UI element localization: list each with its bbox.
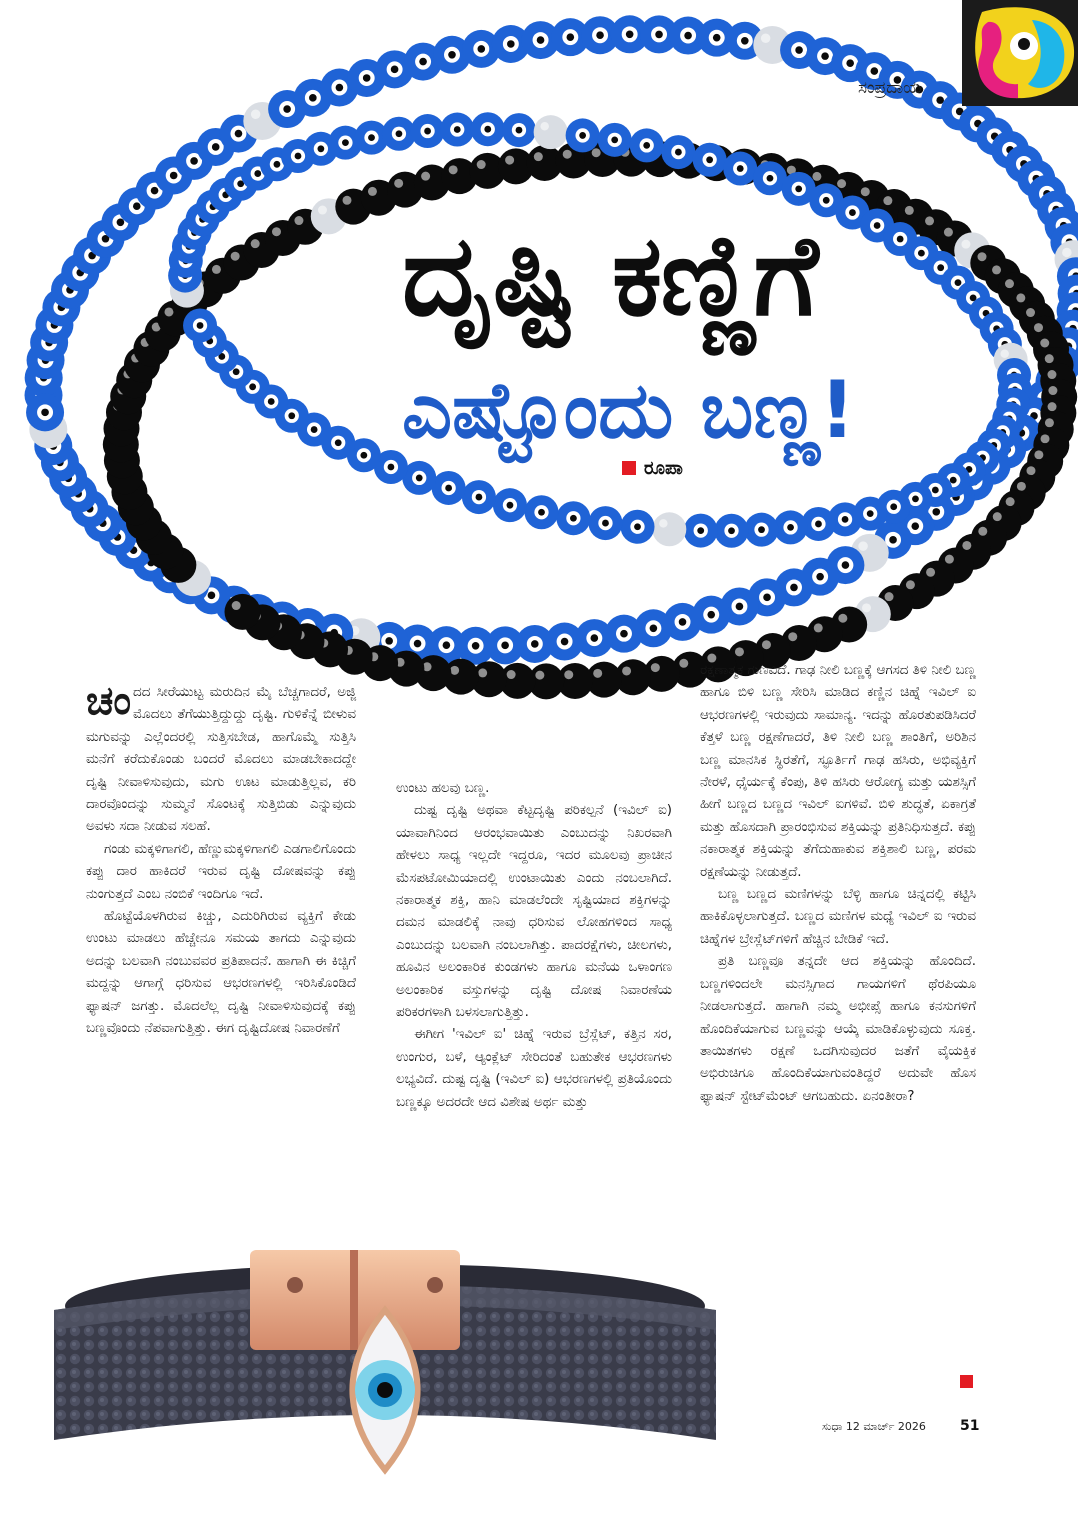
bead-highlight: [735, 647, 744, 656]
bead-pupil: [821, 52, 829, 60]
article-column-2: [396, 778, 672, 1114]
bead-pupil: [537, 36, 545, 44]
bead-highlight: [814, 623, 823, 632]
bead-pupil: [626, 31, 634, 39]
bead-highlight: [1040, 339, 1049, 348]
bead-highlight: [622, 666, 631, 675]
bead-pupil: [295, 153, 302, 160]
bead-highlight: [232, 601, 241, 610]
bead-pupil: [476, 494, 483, 501]
bead-highlight: [535, 671, 544, 680]
bead-pupil: [937, 264, 944, 271]
bead-pupil: [842, 561, 850, 569]
bead-highlight: [926, 568, 935, 577]
bead-pupil: [274, 161, 281, 168]
end-mark-icon: [960, 1375, 973, 1388]
bead-pupil: [41, 409, 49, 417]
bead-pupil: [675, 149, 682, 156]
bead-highlight: [858, 541, 868, 551]
bead-pupil: [758, 526, 765, 533]
bead-highlight: [563, 150, 572, 159]
paragraph: ಚಂದದ ಸೀರೆಯುಟ್ಟ ಮರುದಿನ ಮೈ ಬೆಚ್ಚಗಾದರೆ, ಅಜ್ಜಿ ಮೊದಲು ತೆಗೆಯುತ್ತಿದ್ದುದ್ದು ದೃಷ್ಟಿ. ಗುಳಿಕೆನ್ನೆ ಬೀಳುವ ಮಗುವನ್ನು ಎಲ್ಲೆಂದರಲ್ಲಿ ಸುತ್ತಿಸಬೇಡ, ಹಾಗೊಮ್ಮೆ ಸುತ್ತಿಸಿ ಮನೆಗೆ ಕರೆದುಕೊಂಡು ಬಂದರೆ ಮೊದಲು ಮಾಡಬೇಕಾದದ್ದೇ ದೃಷ್ಟಿ ನೀವಾಳಿಸುವುದು, ಮಗು ಊಟ ಮಾಡುತ್ತಿಲ್ಲವ, ಕರಿ ದಾರವೊಂದನ್ನು ಸುಮ್ಮನೆ ಸೊಂಟಕ್ಕೆ ಸುತ್ತಿಬಿಡು ಎನ್ನುವುದು ಅವಳು ಸದಾ ನೀಡುವ ಸಲಹೆ.: [86, 678, 356, 835]
bead-pupil: [611, 136, 618, 143]
bead-highlight: [651, 663, 660, 672]
bead-pupil: [684, 32, 692, 40]
bead-pupil: [871, 67, 879, 75]
article-column-3: [700, 660, 976, 1108]
bead-highlight: [838, 614, 847, 623]
bead-pupil: [706, 156, 713, 163]
bead-pupil: [655, 31, 663, 39]
bead-pupil: [190, 157, 198, 165]
bead-highlight: [507, 670, 516, 679]
bead-highlight: [945, 555, 954, 564]
bead-pupil: [288, 412, 295, 419]
bead-pupil: [728, 527, 735, 534]
bead-highlight: [977, 252, 986, 261]
bead-highlight: [450, 666, 459, 675]
bead-pupil: [396, 130, 403, 137]
bead-pupil: [151, 187, 159, 195]
bead-pupil: [874, 222, 881, 229]
bead-pupil: [472, 642, 480, 650]
bead-highlight: [1045, 418, 1054, 427]
bead-pupil: [443, 641, 451, 649]
bead-pupil: [385, 637, 393, 645]
bead-highlight: [1041, 434, 1050, 443]
bead-pupil: [707, 611, 715, 619]
bead-pupil: [697, 527, 704, 534]
bead-pupil: [911, 522, 919, 530]
red-square-icon: [622, 461, 636, 475]
bead-pupil: [516, 127, 523, 134]
bead-pupil: [414, 640, 422, 648]
bead-pupil: [602, 520, 609, 527]
evil-eye-bracelet-image: [40, 1240, 730, 1525]
bead-highlight: [1062, 248, 1072, 258]
bead-pupil: [889, 536, 897, 544]
bead-pupil: [846, 59, 854, 67]
bead-highlight: [1006, 497, 1015, 506]
bead-pupil: [391, 66, 399, 74]
bead-highlight: [251, 239, 260, 248]
bead-highlight: [883, 196, 892, 205]
bead-pupil: [197, 322, 204, 329]
bead-highlight: [1034, 323, 1043, 332]
bead-pupil: [538, 509, 545, 516]
bead-pupil: [561, 638, 569, 646]
bead-pupil: [897, 236, 904, 243]
bead-pupil: [737, 165, 744, 172]
bead-highlight: [1047, 370, 1056, 379]
paragraph: ರಕ್ಷಣಾತ್ಮಕ ಗುಣವಿದೆ. ಗಾಢ ನೀಲಿ ಬಣ್ಣಕ್ಕೆ ಆಗಸದ ತಿಳಿ ನೀಲಿ ಬಣ್ಣ ಹಾಗೂ ಬಿಳಿ ಬಣ್ಣ ಸೇರಿಸಿ ಮಾಡಿದ ಕಣ್ಣಿನ ಚಿಹ್ನೆ ಇವಿಲ್ ಐ ಆಭರಣಗಳಲ್ಲಿ ಇರುವುದು ಸಾಮಾನ್ಯ. ಇದನ್ನು ಹೊರತುಪಡಿಸಿದರೆ ಕೆತ್ತಳೆ ಬಣ್ಣ ರಕ್ಷಣೆಗಾದರೆ, ತಿಳಿ ನೀಲಿ ಬಣ್ಣ ಶಾಂತಿಗೆ, ಅರಿಶಿನ ಬಣ್ಣ ಮಾನಸಿಕ ಸ್ಥಿರತೆಗೆ, ಸ್ಫೂರ್ತಿಗೆ ಗಾಢ ಹಸಿರು, ಅಭಿವ್ಯಕ್ತಿಗೆ ನೇರಳೆ, ಧೈರ್ಯಕ್ಕೆ ಕೆಂಪು, ತಿಳಿ ಹಸಿರು ಆರೋಗ್ಯ ಮತ್ತು ಯಶಸ್ಸಿಗೆ ಹೀಗೆ ಬಣ್ಣದ ಬಣ್ಣದ ಇವಿಲ್ ಐಗಳಿವೆ. ಬಿಳಿ ಶುದ್ಧತೆ, ಏಕಾಗ್ರತೆ ಮತ್ತು ಹೊಸದಾಗಿ ಪ್ರಾರಂಭಿಸುವ ಶಕ್ತಿಯನ್ನು ಪ್ರತಿನಿಧಿಸುತ್ತದೆ. ಕಪ್ಪು ನಕಾರಾತ್ಮಕ ಶಕ್ತಿಯನ್ನು ತೆಗೆದುಹಾಕುವ ಶಕ್ತಿಶಾಲಿ ಬಣ್ಣ, ಪರಮ ರಕ್ಷಣೆಯನ್ನು ನೀಡುತ್ತದೆ.: [700, 663, 976, 880]
bead-pupil: [368, 134, 375, 141]
bead-highlight: [251, 110, 261, 120]
bead-pupil: [679, 618, 687, 626]
bead-highlight: [1048, 386, 1057, 395]
bead-highlight: [593, 669, 602, 678]
bead-highlight: [961, 240, 970, 249]
bead-highlight: [394, 179, 403, 188]
bead-pupil: [309, 94, 317, 102]
bead-pupil: [815, 521, 822, 528]
bead-highlight: [659, 519, 668, 528]
bead: [534, 115, 568, 149]
bead-pupil: [643, 142, 650, 149]
bead-highlight: [862, 603, 871, 612]
bead-highlight: [962, 541, 971, 550]
bead-pupil: [501, 642, 509, 650]
bead-pupil: [767, 175, 774, 182]
bead-pupil: [890, 503, 897, 510]
bead-highlight: [761, 34, 771, 44]
page-number: 51: [960, 1418, 980, 1434]
bead-pupil: [849, 209, 856, 216]
bead-highlight: [212, 265, 221, 274]
bead-pupil: [454, 126, 461, 133]
bead-pupil: [311, 426, 318, 433]
bead-pupil: [867, 510, 874, 517]
bead: [224, 594, 260, 630]
bead-highlight: [788, 632, 797, 641]
bead-pupil: [567, 33, 575, 41]
bead-pupil: [531, 640, 539, 648]
bead-highlight: [505, 156, 514, 165]
bead-pupil: [445, 485, 452, 492]
bead-pupil: [790, 584, 798, 592]
bead-pupil: [741, 37, 749, 45]
bead-pupil: [795, 46, 803, 54]
bead-pupil: [388, 464, 395, 471]
bead-pupil: [268, 398, 275, 405]
bead-highlight: [294, 216, 303, 225]
bead-pupil: [448, 51, 456, 59]
bead-highlight: [885, 592, 894, 601]
bead-highlight: [992, 265, 1001, 274]
article-title-line1: ದೃಷ್ಟಿ ಕಣ್ಣಿಗೆ: [402, 211, 817, 341]
bead-pupil: [233, 368, 240, 375]
paragraph: ಉಂಟು ಹಲವು ಬಣ್ಣ.: [396, 781, 490, 796]
bead-pupil: [507, 40, 515, 48]
bead-pupil: [596, 31, 604, 39]
bead-pupil: [249, 383, 256, 390]
paragraph: ಈಗೀಗ 'ಇವಿಲ್ ಐ' ಚಿಹ್ನೆ ಇರುವ ಬ್ರೆಸ್ಲೆಟ್, ಕತ್ತಿನ ಸರ, ಉಂಗುರ, ಬಳೆ, ಆ್ಯಂಕ್ಲೆಟ್ ಸೇರಿದಂತೆ ಬಹುತೇಕ ಆಭರಣಗಳು ಲಭ್ಯವಿದೆ. ದುಷ್ಟ ದೃಷ್ಟಿ (ಇವಿಲ್ ಐ) ಆಭರಣಗಳಲ್ಲಿ ಪ್ರತಿಯೊಂದು ಬಣ್ಣಕ್ಕೂ ಅದರದೇ ಆದ ವಿಶೇಷ ಅರ್ಥ ಮತ್ತು: [396, 1027, 672, 1110]
bead-highlight: [1000, 350, 1009, 359]
bead-highlight: [231, 252, 240, 261]
bead-pupil: [650, 624, 658, 632]
bead-highlight: [564, 670, 573, 679]
bead-pupil: [570, 515, 577, 522]
bead-highlight: [318, 206, 327, 215]
bead-pupil: [713, 34, 721, 42]
paragraph: ದುಷ್ಟ ದೃಷ್ಟಿ ಅಥವಾ ಕೆಟ್ಟದೃಷ್ಟಿ ಪರಿಕಲ್ಪನೆ (ಇವಿಲ್ ಐ) ಯಾವಾಗಿನಿಂದ ಆರಂಭವಾಯಿತು ಎಂಬುದನ್ನು ನಿಖರವಾಗಿ ಹೇಳಲು ಸಾಧ್ಯ ಇಲ್ಲದೇ ಇದ್ದರೂ, ಇದರ ಮೂಲವು ಪ್ರಾಚೀನ ಮೆಸಪಟೋಮಿಯಾದಲ್ಲಿ ಉಂಟಾಯಿತು ಎಂದು ನಂಬಲಾಗಿದೆ. ನಕಾರಾತ್ಮಕ ಶಕ್ತಿ, ಹಾನಿ ಮಾಡಲೆಂದೇ ಸೃಷ್ಟಿಯಾದ ಶಕ್ತಿಗಳನ್ನು ದಮನ ಮಾಡಲಿಕ್ಕೆ ನಾವು ಧರಿಸುವ ಲೋಹಗಳಿಂದ ಸಾಧ್ಯ ಎಂಬುದನ್ನು ಬಲವಾಗಿ ನಂಬಲಾಗಿತ್ತು. ಪಾದರಕ್ಷೆಗಳು, ಚೀಲಗಳು, ಹೂವಿನ ಅಲಂಕಾರಿಕ ಕುಂಡಗಳು ಹಾಗೂ ಮನೆಯ ಒಳಾಂಗಣ ಅಲಂಕಾರಿಕ ವಸ್ತುಗಳನ್ನು ದೃಷ್ಟಿ ದೋಷ ನಿವಾರಣೆಯ ಪರಿಕರಗಳಾಗಿ ಬಳಸಲಾಗುತ್ತಿತ್ತು.: [396, 803, 672, 1021]
magazine-logo-icon: [962, 0, 1078, 106]
paragraph: ಹೊಟ್ಟೆಯೊಳಗಿರುವ ಕಿಚ್ಚು, ಎದುರಿಗಿರುವ ವ್ಯಕ್ತಿಗೆ ಕೇಡು ಉಂಟು ಮಾಡಲು ಹೆಚ್ಚೇನೂ ಸಮಯ ತಾಗದು ಎನ್ನುವುದು ಅದನ್ನು ಬಲವಾಗಿ ನಂಬುವವರ ಪ್ರತಿಪಾದನೆ. ಹಾಗಾಗಿ ಈ ಕಿಚ್ಚಿಗೆ ಮದ್ದನ್ನು ಆಗಾಗ್ಗೆ ಧರಿಸುವ ಆಭರಣಗಳಲ್ಲಿ ಇರಿಸಿಕೊಂಡಿದೆ ಫ್ಯಾಷನ್ ಜಗತ್ತು. ಮೊದಲೆಲ್ಲ ದೃಷ್ಟಿ ನೀವಾಳಿಸುವುದಕ್ಕೆ ಕಪ್ಪು ಬಣ್ಣವೊಂದು ನೆಪವಾಗುತ್ತಿತ್ತು. ಈಗ ದೃಷ್ಟಿದೋಷ ನಿವಾರಣೆಗೆ: [86, 909, 356, 1037]
bead-highlight: [944, 228, 953, 237]
bead-highlight: [1045, 354, 1054, 363]
bead-pupil: [579, 132, 586, 139]
article-column-1: [86, 678, 356, 1041]
bead-highlight: [421, 172, 430, 181]
bead-pupil: [317, 145, 324, 152]
bead-pupil: [507, 502, 514, 509]
bead-pupil: [950, 477, 957, 484]
bead-pupil: [235, 130, 243, 138]
bead-highlight: [540, 122, 549, 131]
bead: [652, 512, 686, 546]
bead-pupil: [424, 128, 431, 135]
drop-cap: ಚಂ: [86, 678, 132, 724]
paragraph: ಬಣ್ಣ ಬಣ್ಣದ ಮಣಿಗಳನ್ನು ಬೆಳ್ಳಿ ಹಾಗೂ ಚಿನ್ನದಲ್ಲಿ ಕಟ್ಟಿಸಿ ಹಾಕಿಕೊಳ್ಳಲಾಗುತ್ತದೆ. ಬಣ್ಣದ ಮಣಿಗಳ ಮಧ್ಯೆ ಇವಿಲ್ ಐ ಇರುವ ಚಿಹ್ನೆಗಳ ಬ್ರೇಸ್ಲೆಟ್‌ಗಳಿಗೆ ಹೆಚ್ಚಿನ ಬೇಡಿಕೆ ಇದೆ.: [700, 887, 976, 947]
bead-highlight: [1026, 308, 1035, 317]
bead-pupil: [170, 172, 178, 180]
bead-pupil: [254, 170, 261, 177]
bead-pupil: [955, 279, 962, 286]
bead-highlight: [906, 580, 915, 589]
bead-highlight: [1048, 402, 1057, 411]
bead-highlight: [164, 307, 173, 316]
paragraph: ಗಂಡು ಮಕ್ಕಳಿಗಾಗಲಿ, ಹೆಣ್ಣುಮಕ್ಕಳಿಗಾಗಲಿ ಎಡಗಾಲಿಗೊಂದು ಕಪ್ಪು ದಾರ ಹಾಕಿದರೆ ಇರುವ ದೃಷ್ಟಿ ದೋಷವನ್ನು ಕಪ್ಪು ನುಂಗುತ್ತದೆ ಎಂಬ ನಂಬಿಕೆ ಇಂದಿಗೂ ಇದೆ.: [86, 841, 356, 902]
bead-pupil: [918, 250, 925, 257]
bead-pupil: [133, 202, 141, 210]
bead-highlight: [592, 148, 601, 157]
bead-highlight: [343, 196, 352, 205]
bead-highlight: [861, 187, 870, 196]
bead-pupil: [117, 219, 125, 227]
bead-highlight: [477, 160, 486, 169]
bead-pupil: [283, 105, 291, 113]
bead-highlight: [478, 668, 487, 677]
bead-pupil: [932, 487, 939, 494]
bead-pupil: [620, 630, 628, 638]
bead-pupil: [416, 475, 423, 482]
bead-highlight: [1016, 293, 1025, 302]
bead-pupil: [363, 74, 371, 82]
bead-pupil: [360, 452, 367, 459]
author-name: ರೂಪಾ: [644, 458, 683, 479]
author-byline: [622, 458, 683, 479]
bead-highlight: [272, 227, 281, 236]
bead-highlight: [812, 172, 821, 181]
bead-highlight: [837, 179, 846, 188]
bead-pupil: [823, 197, 830, 204]
bead-pupil: [342, 139, 349, 146]
bead-highlight: [449, 165, 458, 174]
bead-highlight: [925, 216, 934, 225]
bead-pupil: [477, 45, 485, 53]
bead-highlight: [905, 206, 914, 215]
bead-pupil: [419, 58, 427, 66]
bead-pupil: [816, 573, 824, 581]
bead-pupil: [763, 594, 771, 602]
bead-pupil: [795, 185, 802, 192]
bead-pupil: [208, 592, 216, 600]
bead-pupil: [932, 508, 940, 516]
article-title-line2: ಎಷ್ಟೊಂದು ಬಣ್ಣ!: [402, 366, 856, 456]
bead-highlight: [1017, 482, 1026, 491]
bead-highlight: [1005, 279, 1014, 288]
bead-highlight: [368, 187, 377, 196]
bead-highlight: [534, 152, 543, 161]
bead-pupil: [634, 523, 641, 530]
publication-footer: ಸುಧಾ 12 ಮಾರ್ಚ್ 2026: [822, 1420, 926, 1433]
bead-pupil: [484, 126, 491, 133]
bead-pupil: [212, 143, 220, 151]
bead-pupil: [591, 634, 599, 642]
bead-pupil: [336, 84, 344, 92]
bead-pupil: [842, 516, 849, 523]
bead-highlight: [978, 527, 987, 536]
bead-highlight: [1026, 466, 1035, 475]
bead-pupil: [736, 603, 744, 611]
section-label: ಸಂಪ್ರದಾಯ: [858, 78, 922, 98]
bead-pupil: [335, 439, 342, 446]
bead-highlight: [1034, 450, 1043, 459]
bead-pupil: [912, 495, 919, 502]
paragraph: ಪ್ರತಿ ಬಣ್ಣವೂ ತನ್ನದೇ ಆದ ಶಕ್ತಿಯನ್ನು ಹೊಂದಿದೆ. ಬಣ್ಣಗಳಿಂದಲೇ ಮನಸ್ಸಿಗಾದ ಗಾಯಗಳಿಗೆ ಥೆರಪಿಯೂ ನೀಡಲಾಗುತ್ತದೆ. ಹಾಗಾಗಿ ನಮ್ಮ ಅಭೀಪ್ಸೆ ಹಾಗೂ ಕನಸುಗಳಿಗೆ ಹೊಂದಿಕೆಯಾಗುವ ಬಣ್ಣವನ್ನು ಆಯ್ಕೆ ಮಾಡಿಕೊಳ್ಳುವುದು ಸೂಕ್ತ. ತಾಯಿತಗಳು ರಕ್ಷಣೆ ಒದಗಿಸುವುದರ ಜತೆಗೆ ವೈಯಕ್ತಿಕ ಅಭಿರುಚಿಗೂ ಹೊಂದಿಕೆಯಾಗುವಂತಿದ್ದರೆ ಅದುವೇ ಹೊಸ ಫ್ಯಾಷನ್ ಸ್ಟೇಟ್‌ಮೆಂಟ್ ಆಗಬಹುದು. ಏನಂತೀರಾ?: [700, 954, 976, 1104]
bead-highlight: [679, 659, 688, 668]
bead-highlight: [993, 512, 1002, 521]
bead-pupil: [787, 524, 794, 531]
bead-highlight: [762, 640, 771, 649]
